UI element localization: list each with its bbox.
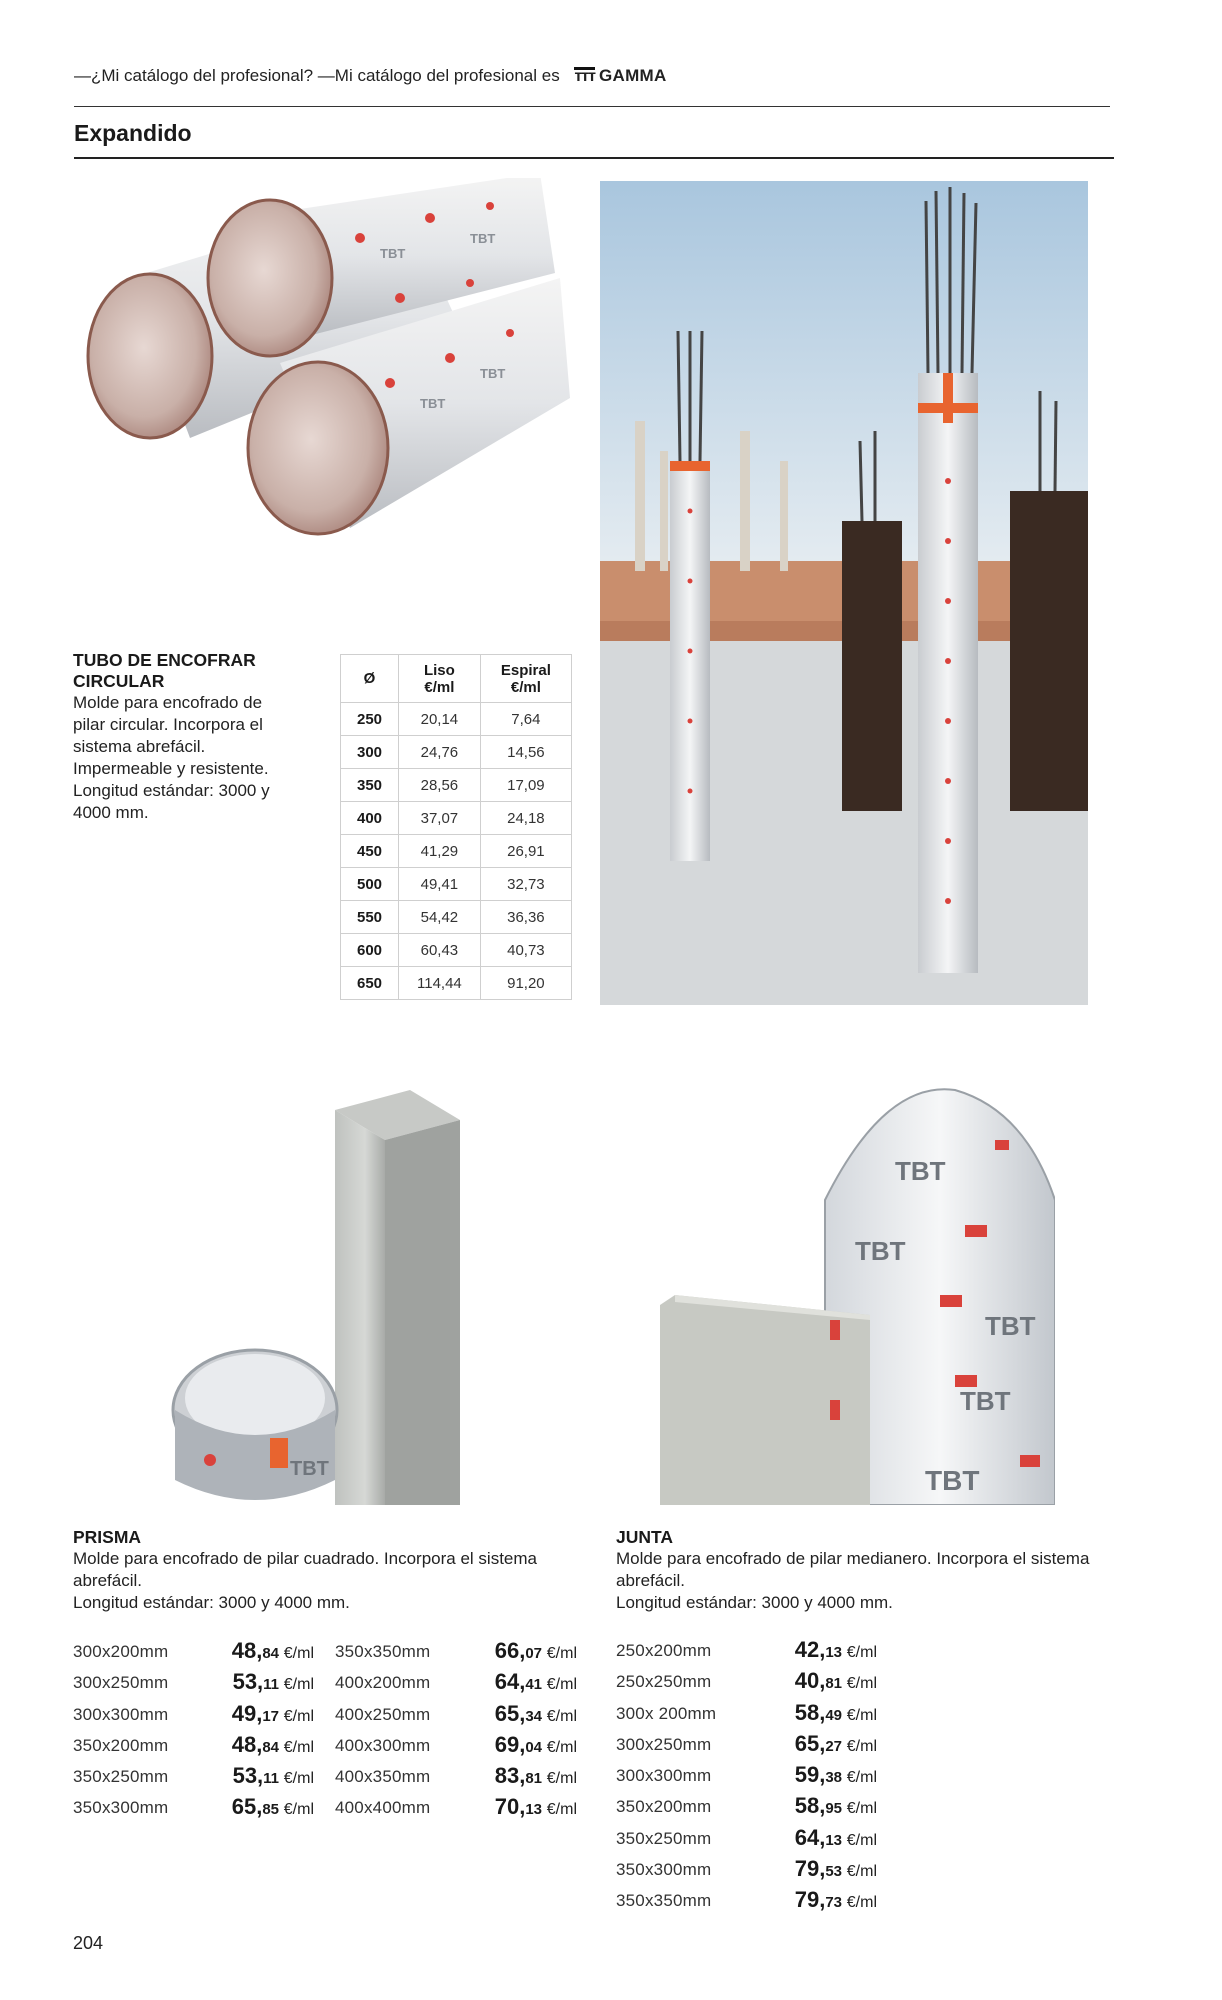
dimension-label: 400x350mm	[335, 1767, 431, 1787]
price-value	[795, 1731, 877, 1757]
table-row	[341, 736, 572, 769]
brand-mark: ттт	[574, 68, 595, 85]
price-decimal: 04	[525, 1738, 543, 1756]
liso-price-cell: 28,56	[399, 769, 481, 802]
dimension-label: 300x 200mm	[616, 1703, 717, 1723]
price-row	[616, 1885, 877, 1916]
junta-photo	[655, 1070, 1055, 1505]
liso-header	[399, 655, 481, 703]
price-row	[335, 1792, 577, 1823]
price-integer: 83,	[494, 1763, 526, 1789]
price-value	[495, 1763, 577, 1789]
price-decimal: 81	[825, 1675, 843, 1693]
price-decimal: 07	[525, 1645, 543, 1662]
price-unit: €/ml	[283, 1676, 314, 1694]
diameter-cell: 400	[341, 802, 399, 835]
junta-print: TBT	[960, 1386, 1011, 1416]
price-row	[616, 1666, 877, 1697]
dimension-label: 400x400mm	[335, 1798, 431, 1818]
liso-price-cell: 37,07	[399, 802, 481, 835]
price-unit: €/ml	[546, 1738, 577, 1756]
price-value	[232, 1701, 314, 1727]
price-row	[616, 1635, 877, 1666]
tagline-text: —¿Mi catálogo del profesional? —Mi catálogo del profesional es	[74, 66, 560, 85]
dimension-label: 300x200mm	[73, 1642, 169, 1661]
prisma-title: PRISMA	[73, 1527, 142, 1547]
liso-price-cell: 114,44	[399, 967, 481, 1000]
price-unit: €/ml	[846, 1644, 877, 1661]
price-unit: €/ml	[546, 1770, 577, 1788]
price-decimal: 11	[263, 1676, 280, 1694]
dimension-label: 350x300mm	[73, 1798, 169, 1818]
construction-site-photo	[600, 181, 1088, 1005]
price-decimal: 11	[263, 1770, 280, 1788]
price-integer: 58,	[794, 1699, 826, 1725]
price-unit: €/ml	[846, 1894, 877, 1912]
table-row	[341, 934, 572, 967]
dimension-label: 400x250mm	[335, 1704, 431, 1724]
liso-price-cell: 54,42	[399, 901, 481, 934]
price-value	[232, 1732, 314, 1758]
price-row	[616, 1729, 877, 1760]
price-integer: 53,	[232, 1763, 264, 1789]
price-value	[795, 1887, 877, 1913]
price-row	[616, 1791, 877, 1822]
brand-logo	[574, 66, 666, 85]
price-decimal: 84	[262, 1645, 280, 1662]
dimension-label: 350x250mm	[616, 1828, 712, 1848]
price-unit: €/ml	[846, 1706, 877, 1724]
price-row	[335, 1730, 577, 1761]
price-integer: 49,	[231, 1700, 263, 1726]
price-decimal: 34	[525, 1707, 543, 1725]
diameter-cell: 350	[341, 769, 399, 802]
junta-print: TBT	[985, 1311, 1036, 1341]
espiral-label: Espiral	[500, 661, 551, 679]
junta-title: JUNTA	[616, 1527, 674, 1547]
price-value	[495, 1794, 577, 1820]
price-value	[232, 1794, 314, 1820]
price-integer: 59,	[794, 1762, 826, 1788]
price-decimal: 13	[825, 1644, 843, 1661]
price-unit: €/ml	[283, 1770, 314, 1788]
price-value	[795, 1825, 877, 1851]
tubo-price-table	[340, 654, 572, 1000]
prisma-photo	[170, 1080, 460, 1505]
price-unit: €/ml	[846, 1769, 877, 1787]
price-integer: 65,	[494, 1700, 526, 1726]
price-decimal: 13	[525, 1801, 543, 1819]
espiral-price-cell: 24,18	[480, 802, 571, 835]
price-value	[795, 1762, 877, 1788]
price-unit: €/ml	[846, 1675, 877, 1693]
diameter-cell: 550	[341, 901, 399, 934]
price-decimal: 84	[262, 1738, 280, 1756]
price-value	[795, 1668, 877, 1694]
price-row	[616, 1698, 877, 1729]
table-row	[341, 901, 572, 934]
espiral-price-cell: 91,20	[480, 967, 571, 1000]
espiral-price-cell: 32,73	[480, 868, 571, 901]
diameter-cell: 450	[341, 835, 399, 868]
prisma-price-list-1	[73, 1636, 314, 1824]
diameter-cell: 650	[341, 967, 399, 1000]
price-decimal: 17	[262, 1707, 280, 1725]
price-value	[795, 1700, 877, 1726]
dimension-label: 350x200mm	[616, 1797, 712, 1817]
table-row	[341, 835, 572, 868]
price-decimal: 85	[262, 1801, 280, 1819]
price-decimal: 49	[825, 1706, 843, 1724]
junta-info	[616, 1527, 1126, 1614]
dimension-label: 300x300mm	[616, 1766, 712, 1786]
header-divider	[74, 106, 1110, 107]
table-row	[341, 769, 572, 802]
price-row	[73, 1761, 314, 1792]
tubo-info	[73, 650, 288, 824]
espiral-price-cell: 40,73	[480, 934, 571, 967]
price-integer: 79,	[794, 1887, 826, 1913]
price-decimal: 41	[525, 1676, 543, 1694]
dimension-label: 300x250mm	[73, 1673, 169, 1693]
liso-price-cell: 49,41	[399, 868, 481, 901]
table-row	[341, 967, 572, 1000]
liso-price-cell: 41,29	[399, 835, 481, 868]
price-integer: 48,	[231, 1638, 263, 1663]
liso-price-cell: 24,76	[399, 736, 481, 769]
diameter-cell: 500	[341, 868, 399, 901]
price-row	[73, 1699, 314, 1730]
price-integer: 53,	[232, 1669, 264, 1695]
section-title: Expandido	[74, 120, 192, 146]
prisma-description: Molde para encofrado de pilar cuadrado. Incorpora el sistema abrefácil.	[73, 1549, 537, 1590]
price-unit: €/ml	[546, 1676, 577, 1694]
price-row	[335, 1699, 577, 1730]
junta-print: TBT	[895, 1156, 946, 1186]
brand-name: GAMMA	[598, 66, 667, 85]
dimension-label: 300x300mm	[73, 1704, 169, 1724]
tube-print: TBT	[480, 366, 506, 381]
price-unit: €/ml	[283, 1707, 314, 1725]
price-row	[616, 1854, 877, 1885]
price-row	[335, 1761, 577, 1792]
junta-print: TBT	[855, 1236, 906, 1266]
dimension-label: 400x200mm	[335, 1673, 431, 1693]
liso-price-cell: 60,43	[399, 934, 481, 967]
price-row	[73, 1730, 314, 1761]
tubes-photo	[70, 178, 575, 548]
espiral-unit: €/ml	[510, 678, 541, 696]
dimension-label: 350x200mm	[73, 1735, 169, 1755]
price-unit: €/ml	[283, 1738, 314, 1756]
price-row	[335, 1636, 577, 1667]
liso-unit: €/ml	[424, 678, 455, 696]
price-integer: 66,	[494, 1638, 526, 1663]
price-row	[335, 1667, 577, 1698]
price-unit: €/ml	[283, 1801, 314, 1819]
prisma-price-list-2	[335, 1636, 577, 1824]
price-value	[495, 1669, 577, 1695]
price-integer: 65,	[231, 1794, 263, 1820]
espiral-price-cell: 26,91	[480, 835, 571, 868]
prisma-print: TBT	[290, 1458, 329, 1480]
espiral-price-cell: 36,36	[480, 901, 571, 934]
dimension-label: 350x350mm	[335, 1642, 431, 1661]
dimension-label: 350x350mm	[616, 1891, 712, 1911]
junta-length: Longitud estándar: 3000 y 4000 mm.	[616, 1593, 893, 1612]
price-integer: 40,	[794, 1668, 826, 1694]
dimension-label: 250x250mm	[616, 1672, 712, 1692]
table-header-row	[341, 655, 572, 703]
section-divider	[74, 157, 1114, 159]
price-row	[616, 1760, 877, 1791]
dimension-label: 300x250mm	[616, 1734, 712, 1754]
table-row	[341, 868, 572, 901]
prisma-length: Longitud estándar: 3000 y 4000 mm.	[73, 1593, 350, 1612]
dimension-label: 400x300mm	[335, 1735, 431, 1755]
junta-price-list	[616, 1635, 877, 1917]
price-decimal: 38	[825, 1769, 843, 1787]
diameter-cell: 600	[341, 934, 399, 967]
table-row	[341, 802, 572, 835]
price-unit: €/ml	[846, 1831, 877, 1849]
price-integer: 69,	[494, 1731, 526, 1757]
price-unit: €/ml	[846, 1863, 877, 1881]
price-unit: €/ml	[846, 1737, 877, 1755]
diameter-cell: 250	[341, 703, 399, 736]
dimension-label: 350x250mm	[73, 1767, 169, 1787]
price-value	[795, 1793, 877, 1819]
junta-print: TBT	[925, 1465, 980, 1496]
dimension-label: 250x200mm	[616, 1641, 712, 1660]
price-value	[232, 1638, 314, 1664]
page-number: 204	[73, 1933, 104, 1953]
price-integer: 64,	[794, 1824, 826, 1850]
catalog-tagline	[74, 66, 667, 86]
price-value	[495, 1701, 577, 1727]
price-decimal: 73	[825, 1894, 843, 1912]
junta-description: Molde para encofrado de pilar medianero. Incorpora el sistema abrefácil.	[616, 1549, 1090, 1590]
prisma-info	[73, 1527, 593, 1614]
liso-price-cell: 20,14	[399, 703, 481, 736]
price-integer: 79,	[794, 1856, 826, 1882]
price-integer: 64,	[494, 1669, 526, 1695]
price-integer: 70,	[494, 1794, 526, 1820]
price-decimal: 53	[825, 1863, 843, 1881]
dimension-label: 350x300mm	[616, 1860, 712, 1880]
tube-print: TBT	[470, 231, 496, 246]
price-integer: 58,	[794, 1793, 826, 1819]
price-integer: 48,	[231, 1731, 263, 1757]
price-value	[495, 1638, 577, 1664]
price-row	[616, 1823, 877, 1854]
price-integer: 42,	[794, 1637, 826, 1662]
price-decimal: 95	[825, 1800, 843, 1818]
price-value	[233, 1763, 314, 1789]
espiral-price-cell: 14,56	[480, 736, 571, 769]
price-row	[73, 1636, 314, 1667]
price-unit: €/ml	[546, 1707, 577, 1725]
price-value	[795, 1637, 877, 1663]
tubo-description: Molde para encofrado de pilar circular. Incorpora el sistema abrefácil. Impermeable y resistente. Longitud estándar: 3000 y 4000 mm.	[73, 693, 270, 822]
espiral-header	[480, 655, 571, 703]
price-unit: €/ml	[546, 1801, 577, 1819]
price-unit: €/ml	[546, 1645, 577, 1662]
tube-print: TBT	[420, 396, 446, 411]
price-decimal: 81	[525, 1770, 543, 1788]
price-value	[795, 1856, 877, 1882]
price-value	[495, 1732, 577, 1758]
liso-label: Liso	[423, 661, 455, 679]
price-integer: 65,	[794, 1730, 826, 1756]
table-row	[341, 703, 572, 736]
espiral-price-cell: 7,64	[480, 703, 571, 736]
price-decimal: 27	[825, 1737, 843, 1755]
price-row	[73, 1792, 314, 1823]
price-unit: €/ml	[846, 1800, 877, 1818]
tube-print: TBT	[380, 246, 406, 261]
price-row	[73, 1667, 314, 1698]
price-unit: €/ml	[283, 1645, 314, 1662]
espiral-price-cell: 17,09	[480, 769, 571, 802]
diameter-header: Ø	[341, 655, 399, 703]
price-value	[233, 1669, 314, 1695]
tubo-title: TUBO DE ENCOFRAR CIRCULAR	[73, 650, 256, 691]
price-decimal: 13	[825, 1831, 843, 1849]
diameter-cell: 300	[341, 736, 399, 769]
